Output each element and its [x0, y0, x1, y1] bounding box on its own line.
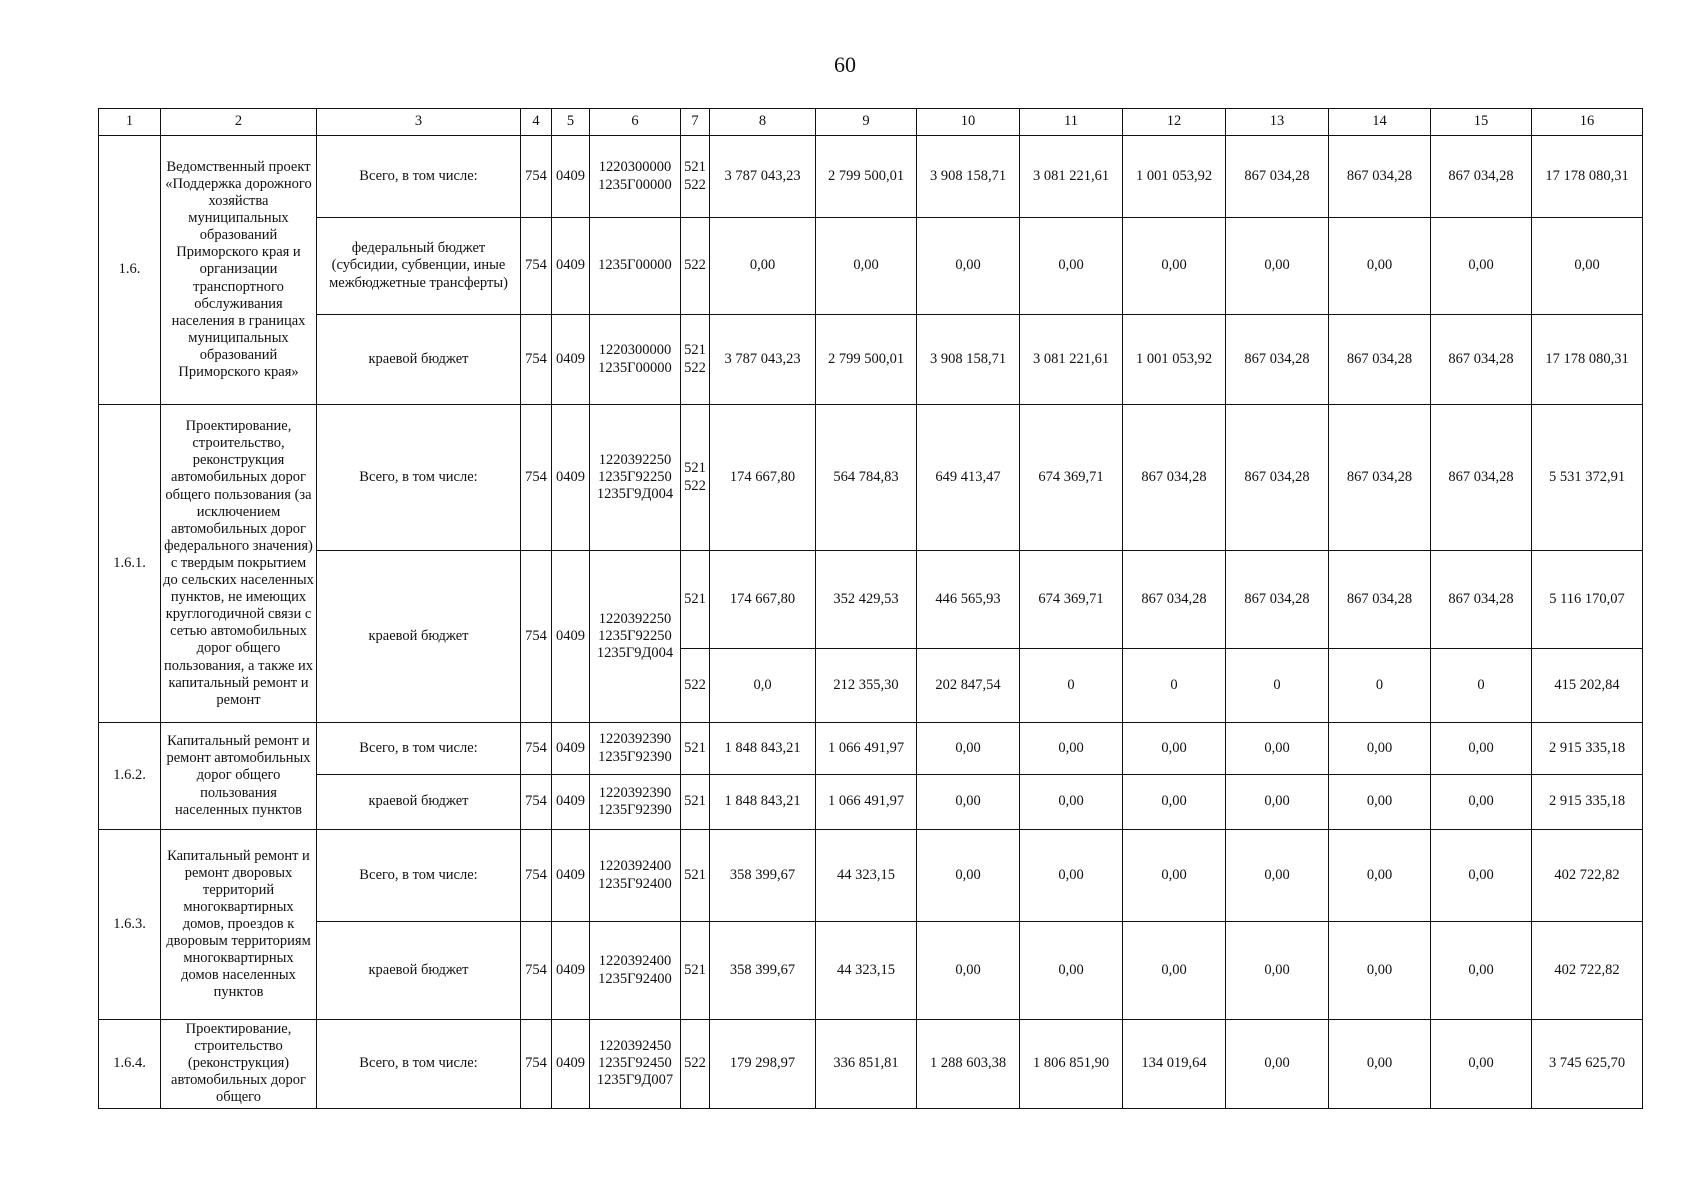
vr-codes	[681, 723, 710, 775]
funding-source: Всего, в том числе:	[317, 723, 521, 775]
amount-cell: 174 667,80	[710, 551, 816, 649]
amount-cell: 336 851,81	[816, 1020, 917, 1109]
amount-cell: 402 722,82	[1532, 830, 1643, 922]
amount-cell: 0,00	[1123, 218, 1226, 315]
rzpr-code: 0409	[552, 775, 590, 830]
amount-cell: 2 915 335,18	[1532, 775, 1643, 830]
rzpr-code: 0409	[552, 723, 590, 775]
amount-cell: 867 034,28	[1329, 136, 1431, 218]
amount-cell: 446 565,93	[917, 551, 1020, 649]
amount-cell: 358 399,67	[710, 830, 816, 922]
amount-cell: 674 369,71	[1020, 551, 1123, 649]
amount-cell: 3 081 221,61	[1020, 315, 1123, 405]
amount-cell: 5 116 170,07	[1532, 551, 1643, 649]
vr-codes	[681, 830, 710, 922]
grbs-code: 754	[521, 1020, 552, 1109]
grbs-code: 754	[521, 723, 552, 775]
amount-cell: 0,00	[917, 922, 1020, 1020]
table-row	[99, 723, 1643, 775]
measure-name: Проектирование, строительство, реконструкция автомобильных дорог общего пользования (за исключением автомобильных дорог федерального значения) с твердым покрытием до сельских населенных пунктов, не имеющих круглогодичной связи с сетью автомобильных дорог общего пользования, а также их капитальный ремонт и ремонт	[161, 405, 317, 723]
amount-cell: 0,00	[1123, 922, 1226, 1020]
amount-cell: 0,00	[917, 775, 1020, 830]
csr-codes-line: 1220392250	[598, 451, 672, 468]
amount-cell: 44 323,15	[816, 922, 917, 1020]
amount-cell: 867 034,28	[1431, 315, 1532, 405]
column-header-8: 8	[710, 109, 816, 136]
funding-source: краевой бюджет	[317, 922, 521, 1020]
vr-codes	[681, 136, 710, 218]
csr-codes	[590, 136, 681, 218]
csr-codes	[590, 775, 681, 830]
column-header-12: 12	[1123, 109, 1226, 136]
csr-codes-line: 1235Г92250	[598, 468, 672, 485]
amount-cell: 0,00	[1329, 922, 1431, 1020]
amount-cell: 0,00	[1431, 775, 1532, 830]
amount-cell: 3 908 158,71	[917, 136, 1020, 218]
vr-codes	[681, 922, 710, 1020]
grbs-code: 754	[521, 922, 552, 1020]
amount-cell: 867 034,28	[1123, 551, 1226, 649]
csr-codes	[590, 405, 681, 551]
column-header-3: 3	[317, 109, 521, 136]
amount-cell: 0,00	[1020, 723, 1123, 775]
csr-codes-line: 1235Г9Д007	[596, 1072, 674, 1089]
vr-codes	[681, 315, 710, 405]
vr-codes-line: 522	[684, 359, 706, 376]
amount-cell: 44 323,15	[816, 830, 917, 922]
amount-cell: 867 034,28	[1226, 551, 1329, 649]
amount-cell: 0,00	[710, 218, 816, 315]
grbs-code: 754	[521, 405, 552, 551]
vr-codes-line: 522	[684, 176, 706, 193]
grbs-code: 754	[521, 315, 552, 405]
amount-cell: 0,00	[1329, 775, 1431, 830]
amount-cell: 0	[1329, 649, 1431, 723]
funding-source: Всего, в том числе:	[317, 405, 521, 551]
amount-cell: 0,00	[1329, 1020, 1431, 1109]
csr-codes	[590, 830, 681, 922]
amount-cell: 0,00	[1226, 1020, 1329, 1109]
amount-cell: 0,00	[917, 723, 1020, 775]
column-header-9: 9	[816, 109, 917, 136]
amount-cell: 0,00	[1123, 830, 1226, 922]
table-body	[99, 136, 1643, 1109]
amount-cell: 2 799 500,01	[816, 136, 917, 218]
amount-cell: 1 806 851,90	[1020, 1020, 1123, 1109]
amount-cell: 0,0	[710, 649, 816, 723]
csr-codes	[590, 551, 681, 723]
vr-codes-line: 522	[684, 477, 706, 494]
amount-cell: 0,00	[1431, 922, 1532, 1020]
amount-cell: 5 531 372,91	[1532, 405, 1643, 551]
table-row	[99, 830, 1643, 922]
amount-cell: 867 034,28	[1329, 315, 1431, 405]
vr-codes-line: 521	[684, 342, 706, 359]
vr-codes	[681, 405, 710, 551]
row-number: 1.6.4.	[99, 1020, 161, 1109]
amount-cell: 867 034,28	[1431, 405, 1532, 551]
table-row	[99, 551, 1643, 649]
amount-cell: 867 034,28	[1226, 315, 1329, 405]
column-header-10: 10	[917, 109, 1020, 136]
amount-cell: 0,00	[1329, 218, 1431, 315]
amount-cell: 3 745 625,70	[1532, 1020, 1643, 1109]
amount-cell: 1 848 843,21	[710, 723, 816, 775]
amount-cell: 0,00	[1226, 723, 1329, 775]
vr-code: 521	[681, 551, 710, 649]
vr-codes-line: 521	[684, 866, 706, 883]
csr-codes-line: 1220392400	[598, 858, 672, 875]
amount-cell: 0	[1431, 649, 1532, 723]
amount-cell: 402 722,82	[1532, 922, 1643, 1020]
funding-source: Всего, в том числе:	[317, 136, 521, 218]
csr-codes-line: 1220392450	[598, 1038, 672, 1055]
amount-cell: 564 784,83	[816, 405, 917, 551]
rzpr-code: 0409	[552, 551, 590, 723]
amount-cell: 179 298,97	[710, 1020, 816, 1109]
funding-source: краевой бюджет	[317, 551, 521, 723]
csr-codes-line: 1235Г00000	[598, 257, 672, 274]
rzpr-code: 0409	[552, 830, 590, 922]
amount-cell: 1 288 603,38	[917, 1020, 1020, 1109]
row-number: 1.6.1.	[99, 405, 161, 723]
csr-codes-line: 1220392390	[598, 731, 672, 748]
amount-cell: 0,00	[1532, 218, 1643, 315]
vr-codes-line: 521	[684, 961, 706, 978]
amount-cell: 867 034,28	[1226, 136, 1329, 218]
amount-cell: 0,00	[1329, 830, 1431, 922]
vr-codes-line: 522	[684, 1055, 706, 1072]
table-row	[99, 218, 1643, 315]
funding-source: краевой бюджет	[317, 775, 521, 830]
column-header-15: 15	[1431, 109, 1532, 136]
amount-cell: 212 355,30	[816, 649, 917, 723]
csr-codes	[590, 723, 681, 775]
csr-codes-line: 1235Г92400	[598, 970, 672, 987]
csr-codes-line: 1235Г9Д004	[596, 486, 674, 503]
amount-cell: 0,00	[1226, 922, 1329, 1020]
vr-codes-line: 521	[684, 460, 706, 477]
column-header-13: 13	[1226, 109, 1329, 136]
amount-cell: 3 787 043,23	[710, 136, 816, 218]
grbs-code: 754	[521, 218, 552, 315]
csr-codes	[590, 922, 681, 1020]
rzpr-code: 0409	[552, 315, 590, 405]
measure-name: Капитальный ремонт и ремонт автомобильных дорог общего пользования населенных пунктов	[161, 723, 317, 830]
amount-cell: 0,00	[1123, 775, 1226, 830]
amount-cell: 0,00	[1226, 218, 1329, 315]
amount-cell: 1 001 053,92	[1123, 315, 1226, 405]
budget-table	[98, 108, 1643, 1109]
amount-cell: 867 034,28	[1226, 405, 1329, 551]
table-row	[99, 315, 1643, 405]
measure-name: Проектирование, строительство (реконструкция) автомобильных дорог общего	[161, 1020, 317, 1109]
csr-codes-line: 1220392400	[598, 953, 672, 970]
row-number: 1.6.	[99, 136, 161, 405]
row-number: 1.6.3.	[99, 830, 161, 1020]
rzpr-code: 0409	[552, 136, 590, 218]
amount-cell: 0,00	[917, 830, 1020, 922]
amount-cell: 0	[1123, 649, 1226, 723]
vr-codes-line: 522	[684, 257, 706, 274]
csr-codes-line: 1235Г92390	[598, 748, 672, 765]
measure-name: Капитальный ремонт и ремонт дворовых территорий многоквартирных домов, проездов к дворовым территориям многоквартирных домов населенных пунктов	[161, 830, 317, 1020]
csr-codes	[590, 1020, 681, 1109]
amount-cell: 134 019,64	[1123, 1020, 1226, 1109]
grbs-code: 754	[521, 830, 552, 922]
rzpr-code: 0409	[552, 1020, 590, 1109]
csr-codes-line: 1235Г92250	[598, 627, 672, 644]
vr-codes-line: 521	[684, 793, 706, 810]
amount-cell: 3 081 221,61	[1020, 136, 1123, 218]
column-header-5: 5	[552, 109, 590, 136]
csr-codes-line: 1235Г9Д004	[596, 645, 674, 662]
page-number: 60	[834, 52, 856, 77]
column-header-11: 11	[1020, 109, 1123, 136]
amount-cell: 0,00	[1431, 830, 1532, 922]
amount-cell: 174 667,80	[710, 405, 816, 551]
table-row	[99, 405, 1643, 551]
column-header-1: 1	[99, 109, 161, 136]
csr-codes-line: 1235Г92450	[598, 1055, 672, 1072]
amount-cell: 2 799 500,01	[816, 315, 917, 405]
csr-codes	[590, 218, 681, 315]
table-row	[99, 136, 1643, 218]
csr-codes-line: 1235Г00000	[598, 359, 672, 376]
vr-codes	[681, 775, 710, 830]
grbs-code: 754	[521, 136, 552, 218]
csr-codes-line: 1235Г92390	[598, 802, 672, 818]
amount-cell: 0,00	[1226, 775, 1329, 830]
funding-source: федеральный бюджет (субсидии, субвенции, иные межбюджетные трансферты)	[317, 218, 521, 315]
table-row	[99, 1020, 1643, 1109]
csr-codes-line: 1235Г92400	[598, 875, 672, 892]
amount-cell: 0,00	[1020, 775, 1123, 830]
csr-codes-line: 1235Г00000	[598, 176, 672, 193]
amount-cell: 0,00	[1020, 922, 1123, 1020]
amount-cell: 415 202,84	[1532, 649, 1643, 723]
vr-codes	[681, 1020, 710, 1109]
amount-cell: 1 001 053,92	[1123, 136, 1226, 218]
funding-source: Всего, в том числе:	[317, 1020, 521, 1109]
amount-cell: 867 034,28	[1431, 551, 1532, 649]
amount-cell: 0,00	[1020, 830, 1123, 922]
amount-cell: 1 066 491,97	[816, 775, 917, 830]
vr-codes	[681, 218, 710, 315]
column-header-4: 4	[521, 109, 552, 136]
amount-cell: 0,00	[816, 218, 917, 315]
amount-cell: 0,00	[1431, 723, 1532, 775]
csr-codes	[590, 315, 681, 405]
column-header-2: 2	[161, 109, 317, 136]
amount-cell: 0,00	[1020, 218, 1123, 315]
column-header-14: 14	[1329, 109, 1431, 136]
column-header-6: 6	[590, 109, 681, 136]
amount-cell: 17 178 080,31	[1532, 136, 1643, 218]
amount-cell: 0,00	[1329, 723, 1431, 775]
grbs-code: 754	[521, 551, 552, 723]
amount-cell: 1 848 843,21	[710, 775, 816, 830]
amount-cell: 3 908 158,71	[917, 315, 1020, 405]
rzpr-code: 0409	[552, 405, 590, 551]
amount-cell: 202 847,54	[917, 649, 1020, 723]
grbs-code: 754	[521, 775, 552, 830]
column-header-7: 7	[681, 109, 710, 136]
amount-cell: 867 034,28	[1431, 136, 1532, 218]
amount-cell: 0,00	[1226, 830, 1329, 922]
table-row	[99, 775, 1643, 830]
vr-codes-line: 521	[684, 159, 706, 176]
amount-cell: 867 034,28	[1329, 551, 1431, 649]
amount-cell: 0	[1226, 649, 1329, 723]
column-header-16: 16	[1532, 109, 1643, 136]
amount-cell: 649 413,47	[917, 405, 1020, 551]
csr-codes-line: 1220300000	[598, 159, 672, 176]
amount-cell: 867 034,28	[1123, 405, 1226, 551]
amount-cell: 0	[1020, 649, 1123, 723]
csr-codes-line: 1220392250	[598, 610, 672, 627]
funding-source: Всего, в том числе:	[317, 830, 521, 922]
rzpr-code: 0409	[552, 922, 590, 1020]
csr-codes-line: 1220392390	[598, 784, 672, 801]
amount-cell: 352 429,53	[816, 551, 917, 649]
amount-cell: 0,00	[1431, 218, 1532, 315]
amount-cell: 674 369,71	[1020, 405, 1123, 551]
amount-cell: 867 034,28	[1329, 405, 1431, 551]
column-number-header-row	[99, 109, 1643, 136]
rzpr-code: 0409	[552, 218, 590, 315]
amount-cell: 358 399,67	[710, 922, 816, 1020]
amount-cell: 0,00	[1123, 723, 1226, 775]
amount-cell: 0,00	[917, 218, 1020, 315]
amount-cell: 17 178 080,31	[1532, 315, 1643, 405]
funding-source: краевой бюджет	[317, 315, 521, 405]
csr-codes-line: 1220300000	[598, 342, 672, 359]
measure-name: Ведомственный проект «Поддержка дорожного хозяйства муниципальных образований Приморского края и организации транспортного обслуживания населения в границах муниципальных образований Приморского края»	[161, 136, 317, 405]
amount-cell: 1 066 491,97	[816, 723, 917, 775]
amount-cell: 3 787 043,23	[710, 315, 816, 405]
vr-code: 522	[681, 649, 710, 723]
row-number: 1.6.2.	[99, 723, 161, 830]
vr-codes-line: 521	[684, 739, 706, 756]
amount-cell: 0,00	[1431, 1020, 1532, 1109]
table-row	[99, 922, 1643, 1020]
amount-cell: 2 915 335,18	[1532, 723, 1643, 775]
